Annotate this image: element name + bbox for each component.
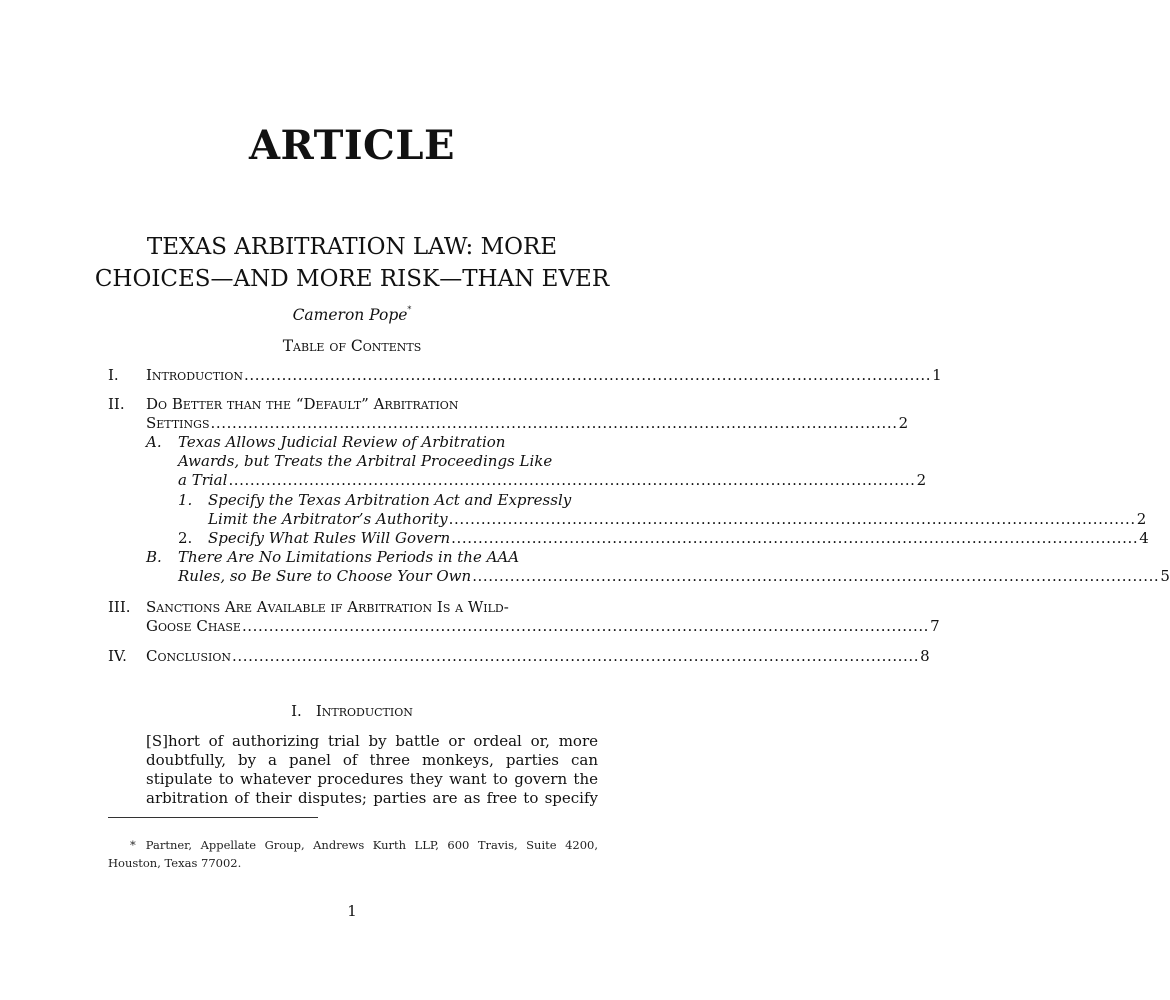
toc-entry-page: 8 (920, 647, 930, 665)
toc-leader-dots: ................................................................................................................................ (241, 617, 930, 635)
toc-entry-number: IV. (108, 647, 127, 665)
footnote-text-line-2: Houston, Texas 77002. (108, 856, 242, 870)
toc-entry-page: 5 (1160, 567, 1170, 585)
toc-entry-page: 2 (916, 471, 927, 489)
toc-entry-page: 1 (932, 366, 942, 384)
toc-leader-dots: ................................................................................................................................ (228, 471, 916, 489)
toc-entry-title-line: Specify the Texas Arbitration Act and Expressly (208, 491, 572, 509)
toc-leader-dots: ................................................................................................................................ (451, 529, 1139, 547)
toc-entry-title: Specify What Rules Will Govern (208, 529, 451, 547)
toc-entry-title-line: Awards, but Treats the Arbitral Proceedings Like (178, 452, 553, 470)
quote-line: [S]hort of authorizing trial by battle or ordeal or, more (146, 732, 598, 750)
toc-entry-title-line: Goose Chase (146, 617, 241, 635)
section-title: Introduction (315, 702, 413, 720)
toc-leader-dots: ................................................................................................................................ (448, 510, 1136, 528)
toc-leader-dots: ................................................................................................................................ (244, 366, 932, 384)
toc-entry-number: III. (108, 598, 131, 616)
toc-entry-page: 4 (1139, 529, 1149, 547)
toc-entry-number: B. (146, 548, 162, 566)
toc-entry-title-line: Sanctions Are Available if Arbitration Is a Wild- (146, 598, 509, 616)
toc-heading: Table of Contents (282, 337, 422, 355)
footnote (108, 836, 598, 872)
toc-entry-title-line: Texas Allows Judicial Review of Arbitration (178, 433, 506, 451)
toc-leader-dots: ................................................................................................................................ (210, 414, 898, 432)
quote-line: arbitration of their disputes; parties are as free to specify (146, 789, 598, 807)
toc-entry-title-line: Limit the Arbitrator’s Authority (208, 510, 448, 528)
toc-entry-title-line: Settings (146, 414, 210, 432)
toc-entry-number: 1. (178, 491, 193, 509)
toc-entry-number: 2. (178, 529, 193, 547)
title-line-2: CHOICES—AND MORE RISK—THAN EVER (94, 266, 610, 292)
toc-entry-number: A. (146, 433, 162, 451)
author-footnote-mark[interactable]: * (407, 305, 412, 314)
footnote-text-line-1: Partner, Appellate Group, Andrews Kurth LLP, 600 Travis, Suite 4200, (145, 838, 598, 852)
toc-entry-page: 7 (930, 617, 940, 635)
toc-leader-dots: ................................................................................................................................ (232, 647, 920, 665)
toc-entry-title: Conclusion (146, 647, 232, 665)
toc-entry-number: II. (108, 395, 125, 413)
section-heading-introduction (0, 702, 704, 720)
author-name-text: Cameron Pope (292, 306, 408, 324)
toc-entry-page: 2 (898, 414, 909, 432)
page-number: 1 (347, 902, 357, 920)
title-line-1: TEXAS ARBITRATION LAW: MORE (146, 234, 558, 260)
quote-line: doubtfully, by a panel of three monkeys, parties can (146, 751, 598, 769)
toc-entry-number: I. (108, 366, 119, 384)
toc-leader-dots: ................................................................................................................................ (472, 567, 1160, 585)
article-label: ARTICLE (249, 122, 455, 169)
toc-entry-title-line: Rules, so Be Sure to Choose Your Own (178, 567, 472, 585)
toc-entry-title-line: a Trial (178, 471, 228, 489)
footnote-separator (108, 817, 318, 818)
toc-entry-title-line: Do Better than the “Default” Arbitration (146, 395, 459, 413)
section-number: I. (291, 702, 302, 720)
footnote-mark: * (130, 838, 136, 852)
toc-entry-page: 2 (1136, 510, 1147, 528)
quote-line: stipulate to whatever procedures they want to govern the (146, 770, 598, 788)
toc-entry-title: Introduction (146, 366, 244, 384)
toc-entry-title-line: There Are No Limitations Periods in the AAA (178, 548, 520, 566)
block-quote (146, 732, 598, 808)
